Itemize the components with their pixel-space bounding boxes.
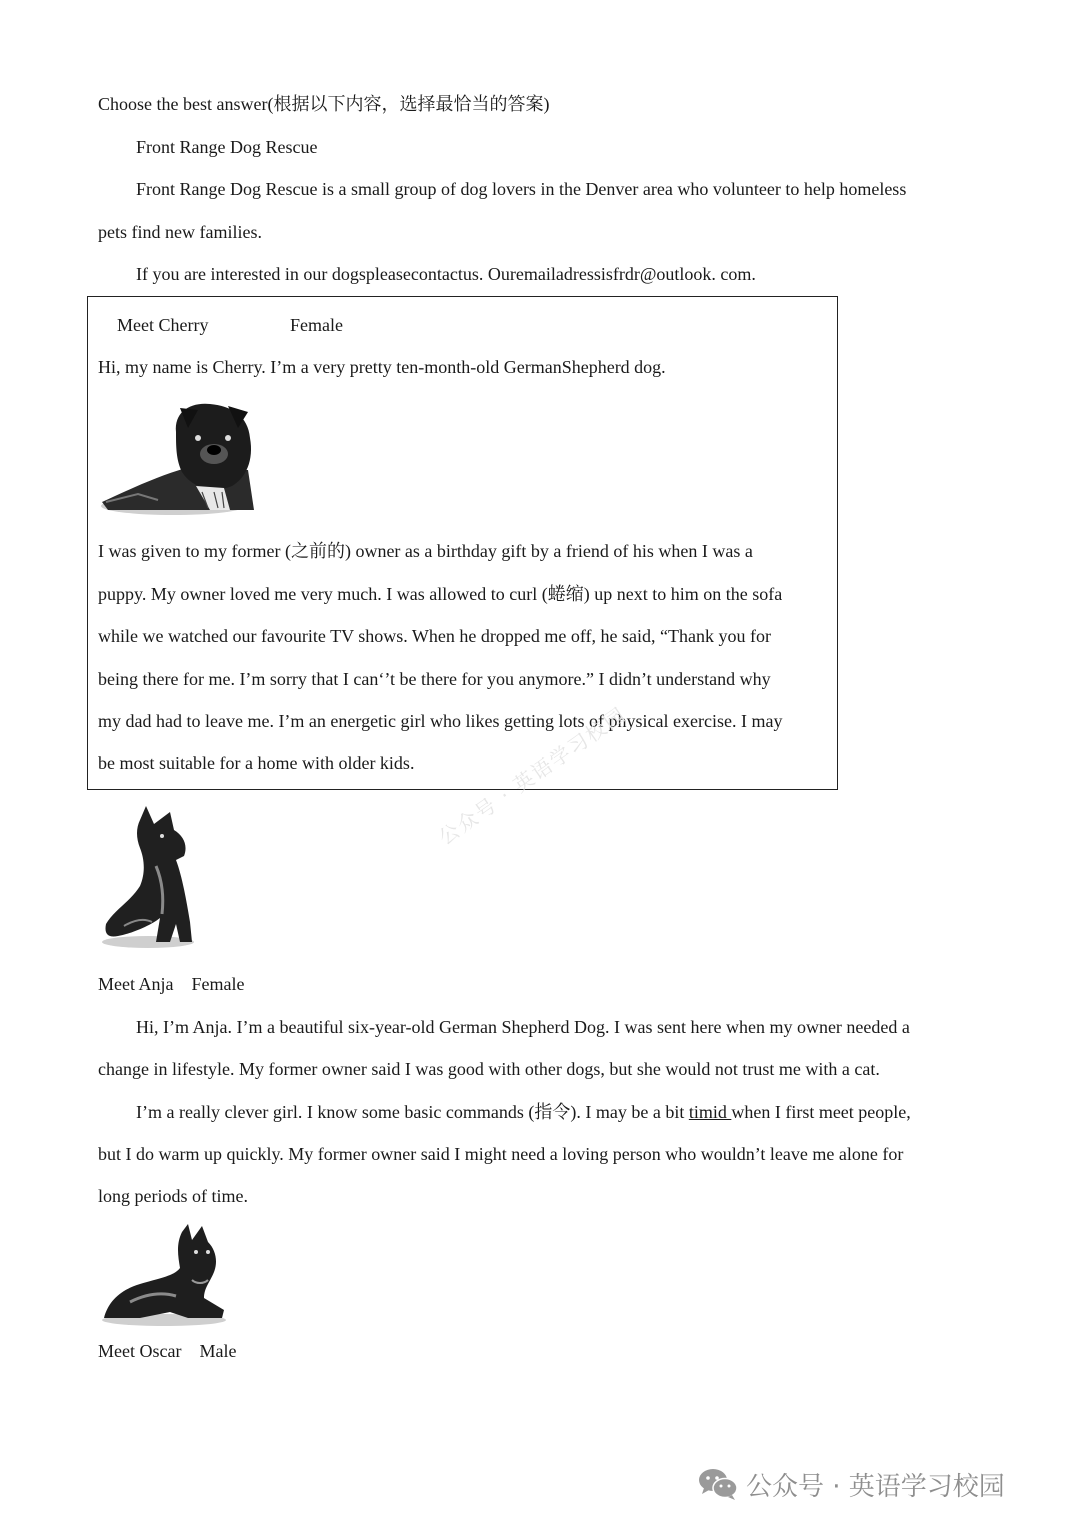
contact-line: If you are interested in our dogspleasecontactus. Ouremailadressisfrdr@outlook. com. — [136, 264, 756, 284]
doc-title: Front Range Dog Rescue — [136, 137, 318, 157]
anja-story-line: Hi, I’m Anja. I’m a beautiful six-year-old German Shepherd Dog. I was sent here when my owner needed a — [136, 1017, 910, 1037]
anja-header: Meet Anja Female — [98, 974, 245, 994]
intro-line: pets find new families. — [98, 222, 262, 242]
anja-story-line: but I do warm up quickly. My former owner said I might need a loving person who wouldn’t leave me alone for — [98, 1144, 904, 1164]
instruction: Choose the best answer(根据以下内容，选择最恰当的答案) — [98, 94, 550, 114]
cherry-story-line: being there for me. I’m sorry that I can‘’t be there for you anymore.” I didn’t understand why — [98, 669, 771, 689]
anja-dog-image — [100, 806, 200, 948]
wechat-icon — [698, 1467, 738, 1501]
cherry-sex: Female — [290, 315, 343, 335]
oscar-dog-image — [100, 1222, 228, 1326]
anja-text-before: I’m a really clever girl. I know some basic commands (指令). I may be a bit — [136, 1102, 689, 1122]
watermark: 公众号 · 英语学习校园 — [434, 701, 631, 850]
cherry-story-line: be most suitable for a home with older kids. — [98, 753, 415, 773]
cherry-name: Meet Cherry — [117, 315, 209, 335]
anja-story-line: long periods of time. — [98, 1186, 248, 1206]
footer-watermark — [698, 1462, 1005, 1506]
anja-story-line: change in lifestyle. My former owner said I was good with other dogs, but she would not trust me with a cat. — [98, 1059, 880, 1079]
cherry-intro: Hi, my name is Cherry. I’m a very pretty ten-month-old GermanShepherd dog. — [98, 357, 666, 377]
footer-text: 公众号 · 英语学习校园 — [746, 1471, 1005, 1502]
cherry-story-line: puppy. My owner loved me very much. I was allowed to curl (蜷缩) up next to him on the sofa — [98, 584, 783, 604]
anja-story-line — [136, 1100, 911, 1124]
oscar-header: Meet Oscar Male — [98, 1341, 237, 1361]
cherry-story-line: while we watched our favourite TV shows. When he dropped me off, he said, “Thank you for — [98, 626, 771, 646]
cherry-puppy-image — [98, 398, 258, 520]
intro-line: Front Range Dog Rescue is a small group of dog lovers in the Denver area who volunteer to help homeless — [136, 179, 907, 199]
cherry-story-line: I was given to my former (之前的) owner as a birthday gift by a friend of his when I was a — [98, 541, 753, 561]
anja-text-after: when I first meet people, — [731, 1102, 911, 1122]
timid-underlined: timid — [688, 1102, 732, 1122]
cherry-story-line: my dad had to leave me. I’m an energetic girl who likes getting lots of physical exercise. I may — [98, 711, 783, 731]
